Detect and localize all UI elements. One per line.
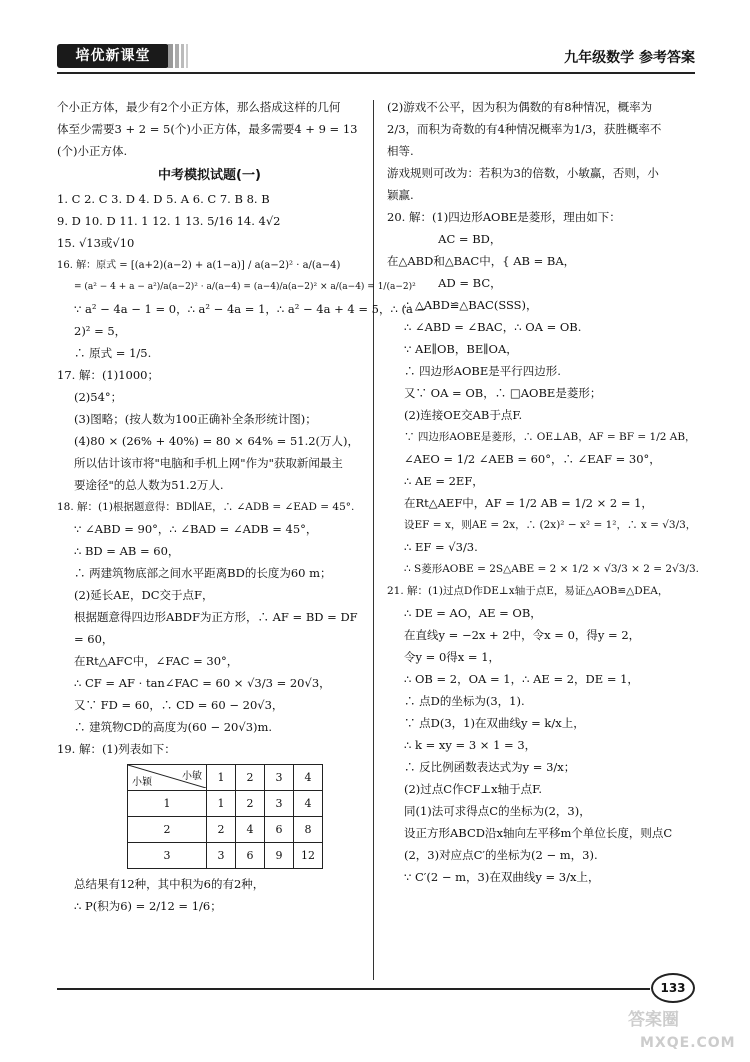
solution-line: ∠AEO = 1/2 ∠AEB = 60°，∴ ∠EAF = 30°，	[404, 452, 661, 466]
solution-line: ∴ CF = AF · tan∠FAC = 60 × √3/3 = 20√3，	[74, 676, 331, 690]
table-cell: 2	[207, 817, 236, 843]
solution-line: ∴ △ABD≌△BAC(SSS)，	[404, 298, 538, 312]
solution-line: (2)游戏不公平，因为积为偶数的有8种情况，概率为	[387, 100, 653, 114]
solution-line: ∴ 反比例函数表达式为y = 3/x；	[404, 760, 576, 774]
table-cell: 3	[207, 843, 236, 869]
solution-line: (2)延长AE，DC交于点F，	[74, 588, 214, 602]
table-cell: 3	[265, 791, 294, 817]
solution-line: ∴ DE = AO，AE = OB，	[404, 606, 542, 620]
solution-line: 设正方形ABCD沿x轴向左平移m个单位长度，则点C	[404, 826, 673, 840]
col-header: 3	[265, 765, 294, 791]
solution-line: 17. 解：(1)1000；	[57, 368, 160, 382]
solution-line: (2，3)对应点C′的坐标为(2 − m，3).	[404, 848, 598, 862]
header-rule	[57, 72, 695, 74]
section-title: 中考模拟试题(一)	[158, 168, 261, 183]
column-divider	[373, 100, 374, 980]
solution-line: 令y = 0得x = 1，	[404, 650, 501, 664]
solution-line: ∴ 两建筑物底部之间水平距离BD的长度为60 m；	[74, 566, 332, 580]
solution-line: = (a² − 4 + a − a²)/a(a−2)² · a/(a−4) = (a−4)/a(a−2)² × a/(a−4) = 1/(a−2)²	[74, 282, 416, 292]
row-header: 1	[128, 791, 207, 817]
solution-line: 游戏规则可改为：若积为3的倍数，小敏赢，否则，小	[387, 166, 659, 180]
solution-line: 所以估计该市将"电脑和手机上网"作为"获取新闻最主	[74, 456, 343, 470]
row-header: 3	[128, 843, 207, 869]
solution-line: ∵ ∠ABD = 90°，∴ ∠BAD = ∠ADB = 45°，	[74, 522, 318, 536]
solution-line: ∴ S菱形AOBE = 2S△ABE = 2 × 1/2 × √3/3 × 2 = 2√3/3.	[404, 563, 699, 575]
table-cell: 4	[236, 817, 265, 843]
answer-line: 9. D 10. D 11. 1 12. 1 13. 5/16 14. 4√2	[57, 214, 281, 228]
solution-line: ∴ 原式 = 1/5.	[74, 346, 152, 360]
solution-line: AC = BD，	[387, 232, 502, 246]
answer-line: 15. √13或√10	[57, 236, 135, 250]
text-line: (个)小正方体.	[57, 144, 128, 158]
solution-line: ∵ C′(2 − m，3)在双曲线y = 3/x上，	[404, 870, 600, 884]
solution-line: ∴ 四边形AOBE是平行四边形.	[404, 364, 561, 378]
solution-line: = 60，	[74, 632, 114, 646]
solution-line: ∴ P(积为6) = 2/12 = 1/6；	[74, 899, 222, 913]
solution-line: 颖赢.	[387, 188, 414, 202]
table-row	[128, 791, 323, 817]
solution-line: 19. 解：(1)列表如下：	[57, 742, 176, 756]
solution-line: 2/3，而积为奇数的有4种情况概率为1/3，获胜概率不	[387, 122, 662, 136]
watermark-logo: 答案圈	[628, 1010, 679, 1030]
table-row	[128, 843, 323, 869]
solution-line: 根据题意得四边形ABDF为正方形，∴ AF = BD = DF	[74, 610, 358, 624]
solution-line: 2)² = 5，	[74, 324, 127, 338]
solution-line: ∴ OB = 2，OA = 1，∴ AE = 2，DE = 1，	[404, 672, 639, 686]
solution-line: ∴ k = xy = 3 × 1 = 3，	[404, 738, 537, 752]
table-cell: 2	[236, 791, 265, 817]
solution-line: 同(1)法可求得点C的坐标为(2，3)，	[404, 804, 591, 818]
watermark-url: MXQE.COM	[640, 1035, 736, 1051]
solution-line: 又∵ OA = OB，∴ □AOBE是菱形；	[404, 386, 602, 400]
solution-line: 设EF = x，则AE = 2x，∴ (2x)² − x² = 1²，∴ x = √3/3，	[404, 519, 697, 531]
solution-line: (2)过点C作CF⊥x轴于点F.	[404, 782, 543, 796]
col-header: 4	[294, 765, 323, 791]
row-header: 2	[128, 817, 207, 843]
solution-line: ∴ 建筑物CD的高度为(60 − 20√3)m.	[74, 720, 273, 734]
solution-line: 21. 解：(1)过点D作DE⊥x轴于点E，易证△AOB≌△DEA，	[387, 585, 669, 597]
solution-line: ∵ AE∥OB，BE∥OA，	[404, 342, 518, 356]
table-cell: 12	[294, 843, 323, 869]
corner-top-label: 小敏	[182, 771, 202, 782]
col-header: 2	[236, 765, 265, 791]
table-cell: 1	[207, 791, 236, 817]
text-line: 个小正方体，最少有2个小正方体，那么搭成这样的几何	[57, 100, 341, 114]
solution-line: 在△ABD和△BAC中，{ AB = BA，	[387, 254, 576, 268]
solution-line: 18. 解：(1)根据题意得：BD∥AE，∴ ∠ADB = ∠EAD = 45°.	[57, 501, 355, 513]
solution-line: (3)图略；(按人数为100正确补全条形统计图)；	[74, 412, 317, 426]
product-table	[127, 764, 323, 869]
solution-line: 要途径"的总人数为51.2万人.	[74, 478, 224, 492]
table-row	[128, 817, 323, 843]
solution-line: 在直线y = −2x + 2中，令x = 0，得y = 2，	[404, 628, 641, 642]
text-line: 体至少需要3 + 2 = 5(个)小正方体，最多需要4 + 9 = 13	[57, 122, 358, 136]
header-bars-decoration	[168, 44, 190, 68]
solution-line: AD = BC，	[387, 276, 502, 290]
right-column	[387, 100, 697, 892]
table-cell: 6	[236, 843, 265, 869]
solution-line: ∵ a² − 4a − 1 = 0，∴ a² − 4a = 1，∴ a² − 4a + 4 = 5，∴ (a −	[74, 302, 427, 316]
solution-line: 在Rt△AFC中，∠FAC = 30°，	[74, 654, 239, 668]
answer-line: 1. C 2. C 3. D 4. D 5. A 6. C 7. B 8. B	[57, 192, 270, 206]
solution-line: 16. 解：原式 = [(a+2)(a−2) + a(1−a)] / a(a−2)² · a/(a−4)	[57, 260, 341, 271]
solution-line: ∵ 四边形AOBE是菱形，∴ OE⊥AB，AF = BF = 1/2 AB，	[404, 431, 696, 443]
header-title: 九年级数学 参考答案	[564, 50, 695, 66]
page-number: 133	[651, 973, 695, 1003]
solution-line: 总结果有12种，其中积为6的有2种，	[74, 877, 265, 891]
table-cell: 9	[265, 843, 294, 869]
solution-line: 在Rt△AEF中，AF = 1/2 AB = 1/2 × 2 = 1，	[404, 496, 653, 510]
table-corner-cell	[128, 765, 207, 791]
solution-line: 20. 解：(1)四边形AOBE是菱形，理由如下：	[387, 210, 621, 224]
solution-line: (2)54°；	[74, 390, 123, 404]
solution-line: ∴ ∠ABD = ∠BAC，∴ OA = OB.	[404, 320, 582, 334]
solution-line: (4)80 × (26% + 40%) = 80 × 64% = 51.2(万人)，	[74, 434, 360, 448]
header-badge: 培优新课堂	[57, 44, 169, 68]
solution-line: ∴ 点D的坐标为(3，1).	[404, 694, 525, 708]
table-cell: 6	[265, 817, 294, 843]
table-cell: 8	[294, 817, 323, 843]
solution-line: ∴ AE = 2EF，	[404, 474, 484, 488]
solution-line: (2)连接OE交AB于点F.	[404, 408, 523, 422]
solution-line: ∴ BD = AB = 60，	[74, 544, 180, 558]
corner-bottom-label: 小颖	[132, 777, 152, 788]
solution-line: ∵ 点D(3，1)在双曲线y = k/x上，	[404, 716, 585, 730]
col-header: 1	[207, 765, 236, 791]
footer-rule	[57, 988, 650, 990]
table-cell: 4	[294, 791, 323, 817]
solution-line: 相等.	[387, 144, 414, 158]
solution-line: 又∵ FD = 60，∴ CD = 60 − 20√3，	[74, 698, 284, 712]
solution-line: ∴ EF = √3/3.	[404, 540, 478, 554]
